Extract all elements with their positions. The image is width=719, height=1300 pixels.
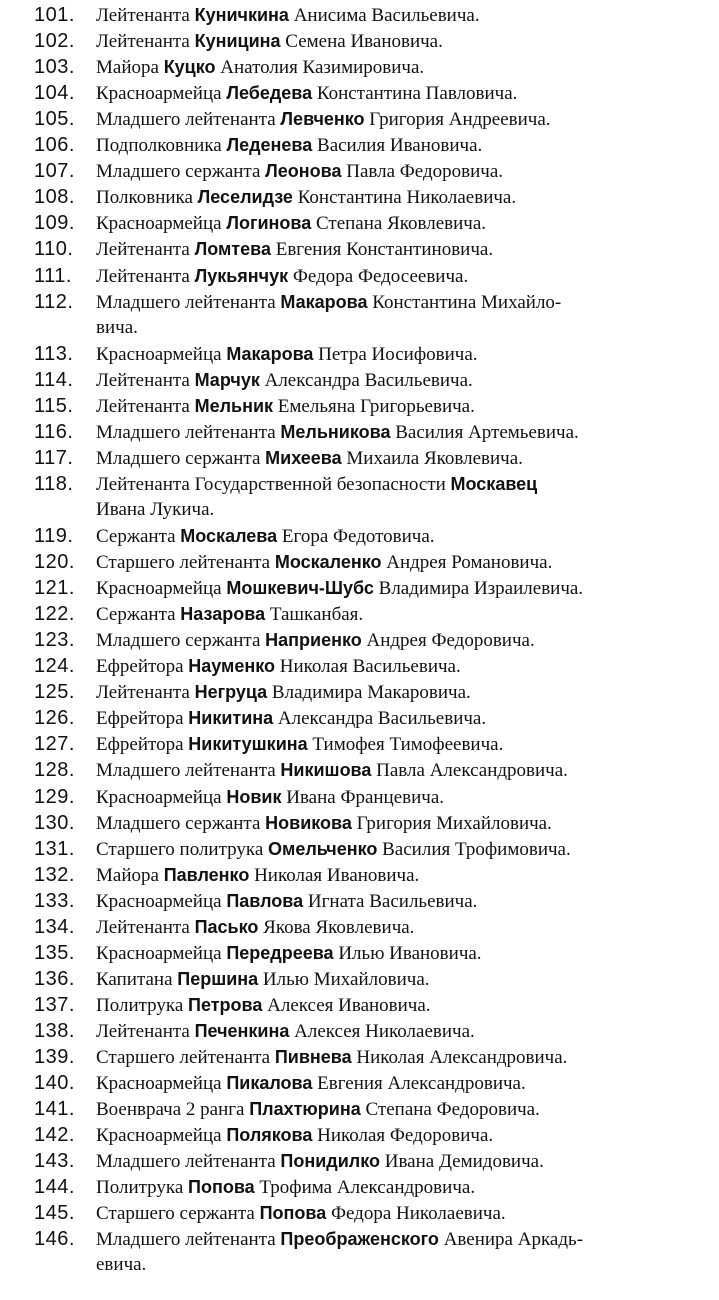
- entry-rank: Ефрейтора: [96, 708, 184, 730]
- entry-number: 142.: [34, 1124, 75, 1147]
- entry-number: 104.: [34, 82, 75, 105]
- entry-given-names: Степана Федоровича.: [365, 1099, 540, 1121]
- entry-text: [96, 2, 480, 29]
- entry-given-names: Федора Николаевича.: [330, 1203, 506, 1225]
- entry-rank: Лейтенанта: [96, 916, 190, 938]
- entry-given-names: Емельяна Григорьевича.: [277, 395, 475, 417]
- entry-number: 132.: [34, 863, 75, 886]
- entry-surname: Пикалова: [226, 1073, 313, 1094]
- entry-given-names: Владимира Макаровича.: [271, 682, 471, 704]
- entry-rank: Красноармейца: [96, 343, 222, 365]
- entry-text: [96, 757, 568, 784]
- list-item: [0, 80, 719, 106]
- entry-surname: Левченко: [280, 109, 365, 130]
- entry-rank: Старшего лейтенанта: [96, 1047, 271, 1068]
- entry-surname: Марчук: [194, 369, 260, 390]
- entry-rank: Лейтенанта: [96, 265, 190, 287]
- list-item: [0, 2, 719, 28]
- list-item: [0, 888, 719, 914]
- entry-text: [96, 705, 486, 732]
- list-item: [0, 158, 719, 184]
- entry-text: [96, 914, 414, 941]
- entry-given-names: Трофима Александровича.: [259, 1177, 476, 1199]
- entry-surname: Никитушкина: [188, 734, 308, 755]
- entry-number: 137.: [34, 993, 75, 1016]
- list-item-continuation: [0, 1252, 719, 1278]
- entry-surname: Логинова: [226, 213, 312, 234]
- list-item: [0, 236, 719, 262]
- entry-number: 140.: [34, 1072, 75, 1095]
- entry-given-names: Федора Федосеевича.: [292, 265, 469, 287]
- list-item: [0, 471, 719, 497]
- list-item: [0, 627, 719, 653]
- entry-given-names: Тимофея Тимофеевича.: [312, 734, 504, 756]
- entry-number: 139.: [34, 1046, 75, 1068]
- entry-text: [96, 627, 535, 654]
- entry-given-names: Анисима Васильевича.: [293, 5, 480, 26]
- list-item: [0, 1044, 719, 1070]
- entry-surname: Мельникова: [280, 421, 391, 442]
- entry-text: [96, 367, 473, 394]
- entry-given-names: Николая Федоровича.: [317, 1125, 494, 1147]
- entry-number: 144.: [34, 1176, 75, 1199]
- entry-rank: Красноармейца: [96, 942, 222, 964]
- entry-text: [96, 289, 561, 316]
- entry-rank: Младшего лейтенанта: [96, 1151, 276, 1173]
- entry-surname: Плахтюрина: [249, 1099, 361, 1120]
- entry-surname: Никишова: [280, 760, 372, 781]
- entry-text: [96, 549, 552, 576]
- entry-rank: Лейтенанта: [96, 31, 190, 53]
- entry-given-names: Игната Васильевича.: [307, 890, 478, 912]
- entry-text: [96, 1096, 540, 1123]
- entry-rank: Полковника: [96, 187, 193, 209]
- entry-given-names: Павла Александровича.: [376, 760, 568, 782]
- entry-given-names: Николая Александровича.: [356, 1047, 568, 1068]
- entry-surname: Москаленко: [274, 552, 382, 573]
- entry-text: [96, 940, 482, 967]
- entry-text: [96, 471, 537, 498]
- entry-rank: Красноармейца: [96, 83, 222, 105]
- list-item: [0, 445, 719, 471]
- list-item-continuation: [0, 315, 719, 341]
- entry-text: [96, 810, 552, 837]
- entry-text: [96, 679, 471, 706]
- list-item: [0, 1096, 719, 1122]
- entry-text: [96, 419, 579, 446]
- list-item: [0, 419, 719, 445]
- entry-surname: Понидилко: [280, 1151, 380, 1172]
- list-item: [0, 601, 719, 627]
- list-item: [0, 54, 719, 80]
- entry-text: [96, 236, 493, 263]
- entry-number: 110.: [34, 238, 74, 261]
- list-item: [0, 810, 719, 836]
- entry-rank: Младшего сержанта: [96, 812, 261, 834]
- list-item: [0, 784, 719, 810]
- entry-number: 114.: [34, 368, 74, 391]
- entry-given-names: Петра Иосифовича.: [318, 343, 478, 365]
- list-item: [0, 549, 719, 575]
- entry-given-names: Евгения Александровича.: [317, 1073, 526, 1095]
- list-item: [0, 862, 719, 888]
- entry-rank: Старшего лейтенанта: [96, 552, 271, 574]
- entry-text: [96, 1070, 526, 1097]
- entry-surname: Макарова: [226, 343, 314, 364]
- list-item: [0, 966, 719, 992]
- entry-surname: Печенкина: [194, 1020, 290, 1041]
- entry-text: [96, 653, 461, 680]
- entry-rank: Майора: [96, 57, 159, 79]
- entry-text: [96, 888, 477, 915]
- entry-surname: Лебедева: [226, 83, 313, 104]
- entry-rank: Лейтенанта: [96, 369, 190, 391]
- entry-text: [96, 158, 503, 185]
- entry-text: [96, 132, 482, 159]
- entry-surname: Пивнева: [274, 1047, 352, 1067]
- list-item: [0, 836, 719, 862]
- entry-given-names: Василия Трофимовича.: [382, 838, 571, 860]
- entry-rank: Младшего лейтенанта: [96, 109, 276, 131]
- entry-text: [96, 523, 435, 550]
- entry-surname: Павленко: [163, 864, 250, 885]
- entry-surname: Новикова: [265, 812, 352, 833]
- list-item: [0, 1070, 719, 1096]
- entry-surname: Преображенского: [280, 1229, 439, 1250]
- entry-number: 108.: [34, 186, 75, 209]
- entry-text: [96, 341, 478, 368]
- entry-text: [96, 54, 424, 81]
- entry-given-names: Александра Васильевича.: [277, 708, 487, 730]
- entry-rank: Подполковника: [96, 135, 222, 157]
- entry-number: 146.: [34, 1228, 75, 1251]
- entry-text: [96, 106, 551, 133]
- entry-given-names: Василия Ивановича.: [317, 135, 483, 157]
- list-item: [0, 575, 719, 601]
- entry-rank: Красноармейца: [96, 578, 222, 600]
- entry-surname: Куцко: [163, 57, 216, 78]
- entry-rank: Младшего лейтенанта: [96, 1229, 276, 1251]
- entry-text: [96, 1148, 544, 1175]
- entry-surname: Омельченко: [268, 838, 378, 859]
- entry-text: [96, 836, 571, 863]
- entry-surname: Михеева: [265, 447, 342, 468]
- entry-number: 125.: [34, 681, 75, 704]
- entry-surname: Полякова: [226, 1125, 313, 1146]
- entry-rank: Майора: [96, 864, 159, 886]
- list-item: [0, 992, 719, 1018]
- entry-given-names: Егора Федотовича.: [281, 526, 435, 547]
- entry-given-names: Якова Яковлевича.: [263, 916, 415, 938]
- entry-number: 101.: [34, 4, 75, 26]
- entry-text: [96, 263, 468, 290]
- entry-rank: Ефрейтора: [96, 734, 184, 756]
- entry-rank: Лейтенанта: [96, 239, 190, 261]
- entry-rank: Политрука: [96, 994, 184, 1016]
- entry-continuation: евича.: [96, 1254, 147, 1276]
- entry-given-names: Андрея Федоровича.: [366, 630, 535, 652]
- entry-text: [96, 731, 503, 758]
- entry-rank: Младшего сержанта: [96, 447, 261, 469]
- entry-rank: Лейтенанта: [96, 682, 190, 704]
- entry-text: [96, 445, 523, 472]
- list-item: [0, 705, 719, 731]
- entry-number: 111.: [34, 264, 72, 287]
- entry-text: [96, 210, 486, 237]
- entry-surname: Куничкина: [194, 5, 289, 25]
- list-item: [0, 653, 719, 679]
- entry-number: 103.: [34, 56, 75, 79]
- entry-rank: Политрука: [96, 1177, 184, 1199]
- entry-number: 117.: [34, 446, 74, 469]
- entry-surname: Новик: [226, 786, 282, 807]
- entry-text: [96, 1122, 493, 1149]
- entry-number: 136.: [34, 967, 75, 990]
- entry-surname: Лукьянчук: [194, 265, 289, 286]
- entry-surname: Назарова: [180, 604, 266, 625]
- entry-continuation: вича.: [96, 316, 138, 338]
- list-item: [0, 132, 719, 158]
- entry-given-names: Илью Ивановича.: [338, 942, 482, 964]
- entry-text: [96, 1226, 583, 1253]
- entry-given-names: Андрея Романовича.: [386, 552, 553, 574]
- list-item: [0, 393, 719, 419]
- list-item: [0, 263, 719, 289]
- list-item: [0, 341, 719, 367]
- entry-surname: Леонова: [265, 161, 342, 182]
- list-item: [0, 1174, 719, 1200]
- entry-surname: Леденева: [226, 135, 313, 156]
- entry-text: [96, 80, 517, 107]
- list-item: [0, 1200, 719, 1226]
- entry-rank: Капитана: [96, 968, 173, 990]
- entry-number: 102.: [34, 30, 75, 53]
- entry-number: 121.: [34, 577, 75, 600]
- entry-number: 129.: [34, 785, 75, 808]
- entry-text: [96, 862, 419, 889]
- list-item: [0, 367, 719, 393]
- entry-given-names: Константина Михайло-: [372, 291, 562, 313]
- entry-rank: Младшего лейтенанта: [96, 291, 276, 313]
- list-item-continuation: [0, 497, 719, 523]
- entry-rank: Красноармейца: [96, 213, 222, 235]
- entry-text: [96, 1200, 506, 1227]
- entry-rank: Лейтенанта: [96, 1020, 190, 1042]
- list-item: [0, 1122, 719, 1148]
- entry-number: 138.: [34, 1019, 75, 1042]
- entry-surname: Никитина: [188, 708, 274, 729]
- entry-text: [96, 575, 583, 602]
- entry-number: 141.: [34, 1098, 75, 1121]
- entry-text: [96, 1174, 475, 1201]
- entry-given-names: Илью Михайловича.: [262, 968, 430, 990]
- entry-rank: Красноармейца: [96, 786, 222, 808]
- entry-text: [96, 784, 444, 811]
- entry-rank: Ефрейтора: [96, 656, 184, 678]
- entry-given-names: Ташканбая.: [269, 604, 364, 626]
- entry-number: 134.: [34, 915, 75, 938]
- entry-rank: Красноармейца: [96, 890, 222, 912]
- entry-surname: Передреева: [226, 942, 334, 963]
- list-item: [0, 184, 719, 210]
- entry-rank: Младшего сержанта: [96, 630, 261, 652]
- entry-surname: Науменко: [188, 656, 276, 677]
- entry-given-names: Александра Васильевича.: [264, 369, 473, 391]
- entry-rank: Старшего политрука: [96, 838, 264, 860]
- entry-number: 109.: [34, 212, 75, 235]
- entry-number: 118.: [34, 472, 74, 495]
- entry-number: 124.: [34, 655, 75, 678]
- list-item: [0, 28, 719, 54]
- entry-given-names: Григория Андреевича.: [369, 109, 551, 131]
- entry-given-names: Анатолия Казимировича.: [220, 57, 425, 79]
- list-item: [0, 731, 719, 757]
- entry-number: 126.: [34, 707, 75, 730]
- entry-number: 119.: [34, 525, 74, 547]
- entry-given-names: Степана Яковлевича.: [315, 213, 487, 235]
- entry-surname: Пасько: [194, 916, 259, 937]
- list-item: [0, 289, 719, 315]
- entry-number: 143.: [34, 1150, 75, 1173]
- entry-continuation: Ивана Лукича.: [96, 498, 215, 520]
- entry-number: 145.: [34, 1202, 75, 1225]
- entry-surname: Леселидзе: [197, 187, 293, 208]
- entry-given-names: Авенира Аркадь-: [443, 1229, 583, 1251]
- entry-given-names: Семена Ивановича.: [285, 31, 443, 53]
- entry-text: [96, 1044, 567, 1071]
- entry-rank: Старшего сержанта: [96, 1203, 255, 1225]
- entry-surname: Петрова: [188, 994, 263, 1015]
- entry-given-names: Владимира Израилевича.: [378, 578, 584, 600]
- entry-given-names: Михаила Яковлевича.: [346, 447, 523, 469]
- list-item: [0, 1018, 719, 1044]
- entry-given-names: Василия Артемьевича.: [395, 421, 579, 443]
- list-item: [0, 914, 719, 940]
- entry-number: 130.: [34, 811, 75, 834]
- entry-number: 120.: [34, 551, 75, 574]
- entry-text: [96, 992, 431, 1019]
- entry-surname: Першина: [177, 968, 259, 989]
- entry-text: [96, 966, 430, 993]
- entry-rank: Лейтенанта: [96, 395, 190, 417]
- entry-given-names: Николая Ивановича.: [254, 864, 420, 886]
- entry-surname: Куницина: [194, 31, 281, 52]
- entry-surname: Ломтева: [194, 239, 271, 260]
- list-item: [0, 106, 719, 132]
- entry-rank: Красноармейца: [96, 1125, 222, 1147]
- entry-number: 123.: [34, 629, 75, 652]
- entry-number: 115.: [34, 394, 74, 417]
- entry-number: 128.: [34, 759, 75, 782]
- list-item: [0, 523, 719, 549]
- entry-number: 112.: [34, 290, 74, 313]
- entry-rank: Младшего лейтенанта: [96, 760, 276, 782]
- entry-rank: Военврача 2 ранга: [96, 1099, 245, 1121]
- entry-number: 116.: [34, 420, 74, 443]
- entry-surname: Попова: [188, 1177, 255, 1198]
- entry-surname: Попова: [259, 1203, 327, 1224]
- entry-given-names: Ивана Францевича.: [286, 786, 445, 808]
- entry-given-names: Константина Павловича.: [316, 83, 518, 105]
- entry-given-names: Константина Николаевича.: [297, 187, 517, 209]
- entry-surname: Негруца: [194, 682, 268, 703]
- entry-text: [96, 1018, 475, 1045]
- entry-number: 106.: [34, 134, 75, 157]
- entry-text: [96, 601, 363, 628]
- entry-number: 131.: [34, 837, 75, 860]
- entry-given-names: Николая Васильевича.: [279, 656, 461, 678]
- entry-number: 127.: [34, 733, 75, 756]
- entry-rank: Лейтенанта Государственной безопасности: [96, 473, 446, 495]
- entry-surname: Павлова: [226, 890, 304, 911]
- list-item: [0, 940, 719, 966]
- list-item: [0, 757, 719, 783]
- entry-number: 122.: [34, 603, 75, 626]
- list-item: [0, 1226, 719, 1252]
- entry-rank: Лейтенанта: [96, 5, 190, 26]
- entry-number: 105.: [34, 108, 75, 131]
- entry-text: [96, 393, 475, 420]
- entry-given-names: Алексея Николаевича.: [294, 1020, 475, 1042]
- entry-number: 107.: [34, 160, 75, 183]
- entry-given-names: Алексея Ивановича.: [267, 994, 431, 1016]
- entry-surname: Наприенко: [265, 630, 362, 651]
- entry-number: 135.: [34, 941, 75, 964]
- entry-given-names: Евгения Константиновича.: [275, 239, 494, 261]
- entry-surname: Мошкевич-Шубс: [226, 578, 374, 599]
- entry-rank: Сержанта: [96, 526, 176, 547]
- list-item: [0, 210, 719, 236]
- entry-surname: Макарова: [280, 291, 368, 312]
- entry-text: [96, 184, 516, 211]
- entry-rank: Младшего лейтенанта: [96, 421, 276, 443]
- entry-given-names: Ивана Демидовича.: [384, 1151, 544, 1173]
- entry-surname: Москавец: [450, 473, 538, 494]
- entry-rank: Красноармейца: [96, 1073, 222, 1095]
- entry-given-names: Павла Федоровича.: [346, 161, 504, 183]
- entry-given-names: Григория Михайловича.: [356, 812, 552, 834]
- entry-text: [96, 28, 443, 55]
- entry-rank: Сержанта: [96, 604, 176, 626]
- entry-rank: Младшего сержанта: [96, 161, 261, 183]
- list-item: [0, 679, 719, 705]
- list-item: [0, 1148, 719, 1174]
- entry-number: 113.: [34, 342, 74, 365]
- entry-surname: Мельник: [194, 395, 274, 416]
- entry-surname: Москалева: [180, 526, 278, 546]
- entry-number: 133.: [34, 889, 75, 912]
